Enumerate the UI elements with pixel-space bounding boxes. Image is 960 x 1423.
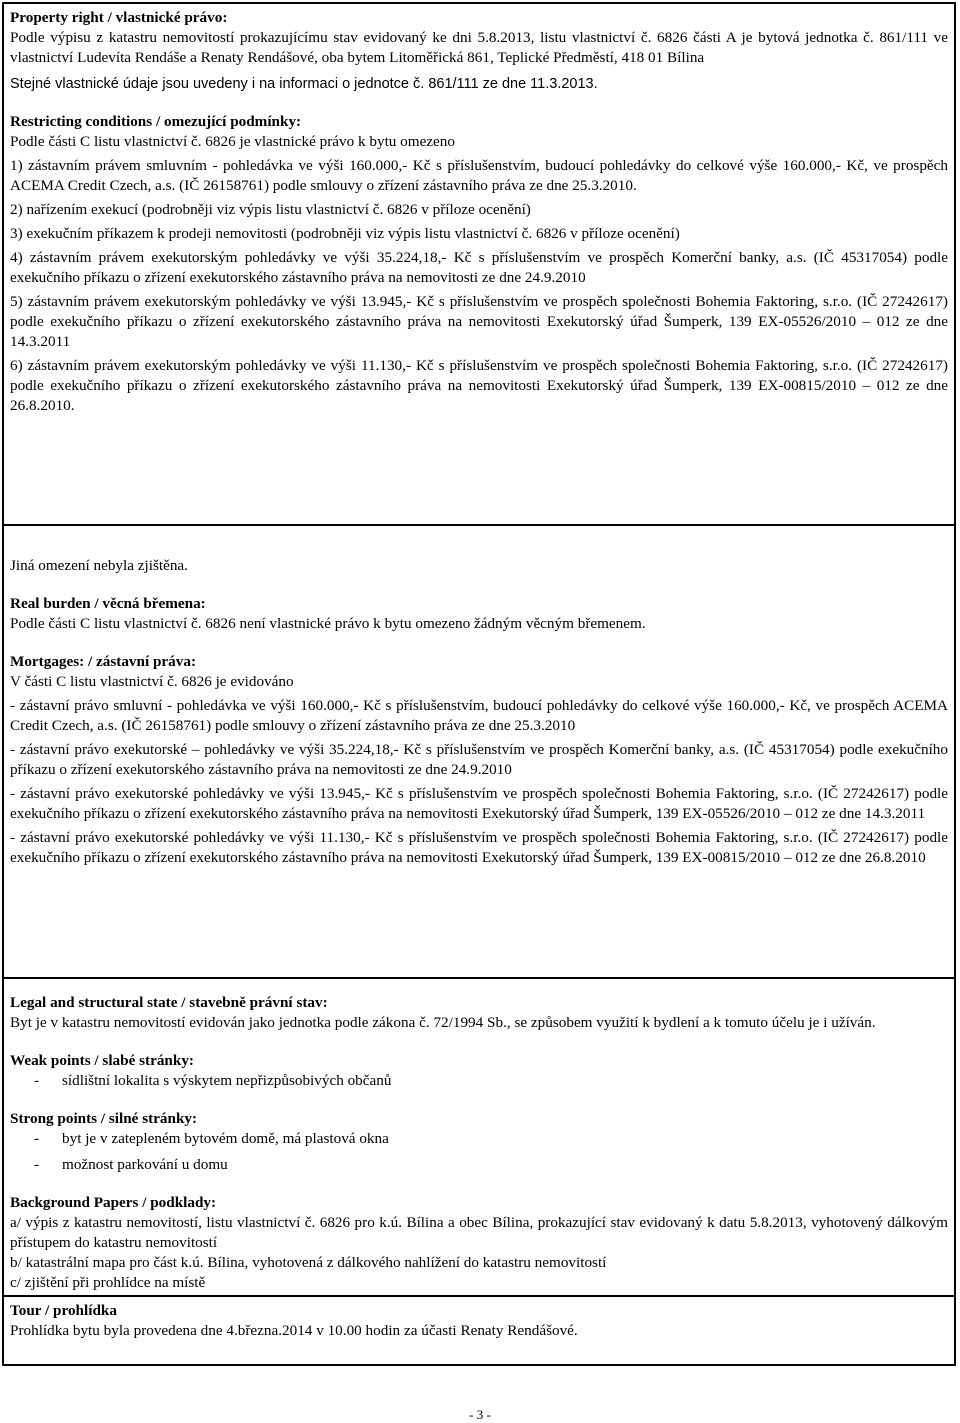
restricting-heading: Restricting conditions / omezující podmínky: [10,113,302,130]
strong-heading: Strong points / silné stránky: [10,1110,198,1127]
mortgage-item: - zástavní právo smluvní - pohledávka ve výši 160.000,- Kč s příslušenstvím, budoucí pohledávky do celkové výše 160.000,- Kč, ve prospěch ACEMA Credit Czech, a.s. (IČ 26158761) podle smlouvy o zřízení zástavního práva ze dne 25.3.2010 [10,697,948,734]
paper-item: b/ katastrální mapa pro část k.ú. Bílina, vyhotovená z dálkového nahlížení do katastru nemovitostí [10,1254,607,1271]
restriction-item: 1) zástavním právem smluvním - pohledávka ve výši 160.000,- Kč s příslušenstvím, budoucí pohledávky do celkové výše 160.000,- Kč, ve prospěch ACEMA Credit Czech, a.s. (IČ 26158761) podle smlouvy o zřízení zástavního práva ze dne 25.3.2010. [10,157,948,194]
weak-item: - sídlištní lokalita s výskytem nepřizpůsobivých občanů [34,1072,392,1089]
strong-item-text: byt je v zatepleném bytovém domě, má plastová okna [62,1130,389,1147]
section-ownership [4,4,954,526]
mortgage-item: - zástavní právo exekutorské – pohledávky ve výši 35.224,18,- Kč s příslušenstvím ve prospěch Komerční banky, a.s. (IČ 45317054) podle exekučního příkazu o zřízení exekutorského zástavního práva na nemovitosti ze dne 24.9.2010 [10,741,948,778]
restriction-item: 5) zástavním právem exekutorským pohledávky ve výši 13.945,- Kč s příslušenstvím ve prospěch společnosti Bohemia Faktoring, s.r.o. (IČ 27242617) podle exekučního příkazu o zřízení exekutorského zástavního práva na nemovitosti Exekutorský úřad Šumperk, 139 EX-05526/2010 – 012 ze dne 14.3.2011 [10,293,948,350]
other-restrictions: Jiná omezení nebyla zjištěna. [10,557,188,574]
strong-item: - byt je v zatepleném bytovém domě, má plastová okna [34,1130,389,1147]
mortgage-intro: V části C listu vlastnictví č. 6826 je evidováno [10,673,294,690]
burden-heading: Real burden / věcná břemena: [10,595,206,612]
restriction-item: 2) nařízením exekucí (podrobněji viz výpis listu vlastnictví č. 6826 v příloze ocenění) [10,201,531,218]
paper-item: a/ výpis z katastru nemovitostí, listu vlastnictví č. 6826 pro k.ú. Bílina a obec Bílina, prokazující stav evidovaný k datu 5.8.2013, vyhotovený dálkovým přístupem do katastru nemovitostí [10,1214,948,1251]
strong-item-text: možnost parkování u domu [62,1156,228,1173]
paper-item: c/ zjištění při prohlídce na místě [10,1274,206,1291]
property-heading: Property right / vlastnické právo: [10,9,228,26]
legal-heading: Legal and structural state / stavebně právní stav: [10,994,328,1011]
mortgage-item: - zástavní právo exekutorské pohledávky ve výši 13.945,- Kč s příslušenstvím ve prospěch společnosti Bohemia Faktoring, s.r.o. (IČ 27242617) podle exekučního příkazu o zřízení exekutorského zástavního práva na nemovitosti Exekutorský úřad Šumperk, 139 EX-05526/2010 – 012 ze dne 14.3.2011 [10,785,948,822]
weak-heading: Weak points / slabé stránky: [10,1052,194,1069]
mortgage-heading: Mortgages: / zástavní práva: [10,653,197,670]
tour-text: Prohlídka bytu byla provedena dne 4.března.2014 v 10.00 hodin za účasti Renaty Rendášové. [10,1322,578,1339]
legal-text: Byt je v katastru nemovitostí evidován jako jednotka podle zákona č. 72/1994 Sb., se způsobem využití k bydlení a k tomuto účelu je i užíván. [10,1014,876,1031]
restriction-item: 4) zástavním právem exekutorským pohledávky ve výši 35.224,18,- Kč s příslušenstvím ve prospěch Komerční banky, a.s. (IČ 45317054) podle exekučního příkazu o zřízení exekutorského zástavního práva na nemovitosti ze dne 24.9.2010 [10,249,948,286]
section-state [4,979,954,1364]
page-number: - 3 - [469,1407,491,1422]
section-burdens [4,526,954,979]
weak-item-text: sídlištní lokalita s výskytem nepřizpůsobivých občanů [62,1072,392,1089]
papers-heading: Background Papers / podklady: [10,1194,217,1211]
restricting-intro: Podle části C listu vlastnictví č. 6826 je vlastnické právo k bytu omezeno [10,133,455,150]
restriction-item: 6) zástavním právem exekutorským pohledávky ve výši 11.130,- Kč s příslušenstvím ve prospěch společnosti Bohemia Faktoring, s.r.o. (IČ 27242617) podle exekučního příkazu o zřízení exekutorského zástavního práva na nemovitosti Exekutorský úřad Šumperk, 139 EX-00815/2010 – 012 ze dne 26.8.2010. [10,357,948,414]
document-frame [2,2,956,1366]
owner-note: Stejné vlastnické údaje jsou uvedeny i na informaci o jednotce č. 861/111 ze dne 11.3.2013. [10,76,598,92]
mortgage-item: - zástavní právo exekutorské pohledávky ve výši 11.130,- Kč s příslušenstvím ve prospěch společnosti Bohemia Faktoring, s.r.o. (IČ 27242617) podle exekučního příkazu o zřízení exekutorského zástavního práva na nemovitosti Exekutorský úřad Šumperk, 139 EX-00815/2010 – 012 ze dne 26.8.2010 [10,829,948,866]
tour-heading: Tour / prohlídka [10,1302,117,1319]
divider [4,1295,954,1297]
restriction-item: 3) exekučním příkazem k prodeji nemovitosti (podrobněji viz výpis listu vlastnictví č. 6826 v příloze ocenění) [10,225,680,242]
burden-text: Podle části C listu vlastnictví č. 6826 není vlastnické právo k bytu omezeno žádným věcným břemenem. [10,615,646,632]
property-text: Podle výpisu z katastru nemovitostí prokazujícímu stav evidovaný ke dni 5.8.2013, listu vlastnictví č. 6826 části A je bytová jednotka č. 861/111 ve vlastnictví Ludevíta Rendáše a Renaty Rendášové, oba bytem Litoměřická 861, Teplické Předměstí, 418 01 Bílina [10,29,948,66]
strong-item: - možnost parkování u domu [34,1156,228,1173]
